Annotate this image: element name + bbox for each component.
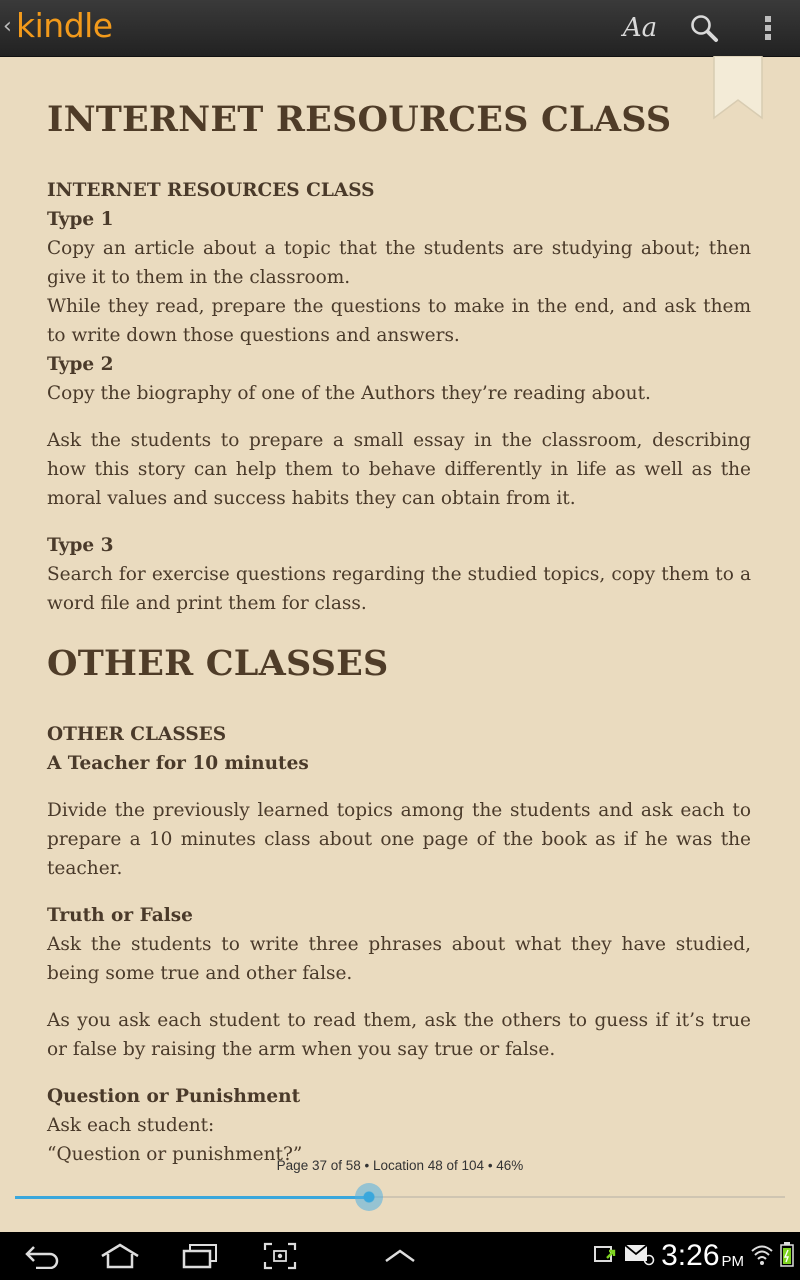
up-chevron-icon[interactable] <box>380 1232 420 1280</box>
type-label: Truth or False <box>47 905 193 926</box>
progress-fill <box>15 1196 369 1199</box>
section-subheading: OTHER CLASSES <box>47 724 227 745</box>
recent-apps-icon[interactable] <box>178 1232 222 1280</box>
type-label: Type 1 <box>47 209 114 230</box>
back-chevron-icon[interactable]: ‹ <box>3 14 12 39</box>
paragraph: Copy the biography of one of the Authors they’re reading about. <box>47 383 651 404</box>
wifi-icon <box>750 1242 774 1270</box>
sync-icon <box>593 1242 617 1270</box>
clock-ampm: PM <box>721 1252 744 1270</box>
type-label: Question or Punishment <box>47 1086 301 1107</box>
paragraph: Ask the students to prepare a small essay in the classroom, describing how this story can help them to behave differently in life as well as the moral values and success habits they can obtain from it. <box>47 430 751 509</box>
chapter-heading: INTERNET RESOURCES CLASS <box>47 99 672 140</box>
font-settings-button[interactable]: Aa <box>622 13 658 43</box>
paragraph: As you ask each student to read them, ask the others to guess if it’s true or false by raising the arm when you say true or false. <box>47 1010 751 1060</box>
back-icon[interactable] <box>20 1232 64 1280</box>
search-icon[interactable] <box>684 0 724 56</box>
paragraph: Search for exercise questions regarding the studied topics, copy them to a word file and print them for class. <box>47 564 751 614</box>
paragraph: While they read, prepare the questions to make in the end, and ask them to write down those questions and answers. <box>47 296 751 346</box>
top-app-bar <box>0 0 800 57</box>
paragraph: Ask the students to write three phrases about what they have studied, being some true and other false. <box>47 934 751 984</box>
type-label: Type 2 <box>47 354 114 375</box>
chapter-heading: OTHER CLASSES <box>47 643 389 684</box>
progress-track[interactable] <box>15 1196 785 1198</box>
paragraph: Ask each student: <box>47 1115 215 1136</box>
section-subheading: INTERNET RESOURCES CLASS <box>47 180 375 201</box>
battery-icon <box>780 1241 794 1271</box>
location-text: Page 37 of 58 • Location 48 of 104 • 46% <box>276 1158 524 1173</box>
screenshot-icon[interactable] <box>258 1232 302 1280</box>
overflow-menu-icon[interactable] <box>752 0 784 56</box>
type-label: Type 3 <box>47 535 114 556</box>
clock-time: 3:26 <box>661 1239 720 1272</box>
type-label: A Teacher for 10 minutes <box>47 753 309 774</box>
kindle-logo[interactable]: kindle <box>16 6 113 45</box>
email-icon <box>623 1242 655 1270</box>
paragraph: “Question or punishment?” <box>47 1144 303 1165</box>
status-area[interactable] <box>593 1232 794 1280</box>
paragraph: Divide the previously learned topics among the students and ask each to prepare a 10 minutes class about one page of the book as if he was the teacher. <box>47 800 751 879</box>
progress-slider-thumb[interactable] <box>355 1183 383 1211</box>
paragraph: Copy an article about a topic that the students are studying about; then give it to them in the classroom. <box>47 238 751 288</box>
system-nav-bar <box>0 1232 800 1280</box>
home-icon[interactable] <box>98 1232 142 1280</box>
book-page <box>47 92 751 1169</box>
